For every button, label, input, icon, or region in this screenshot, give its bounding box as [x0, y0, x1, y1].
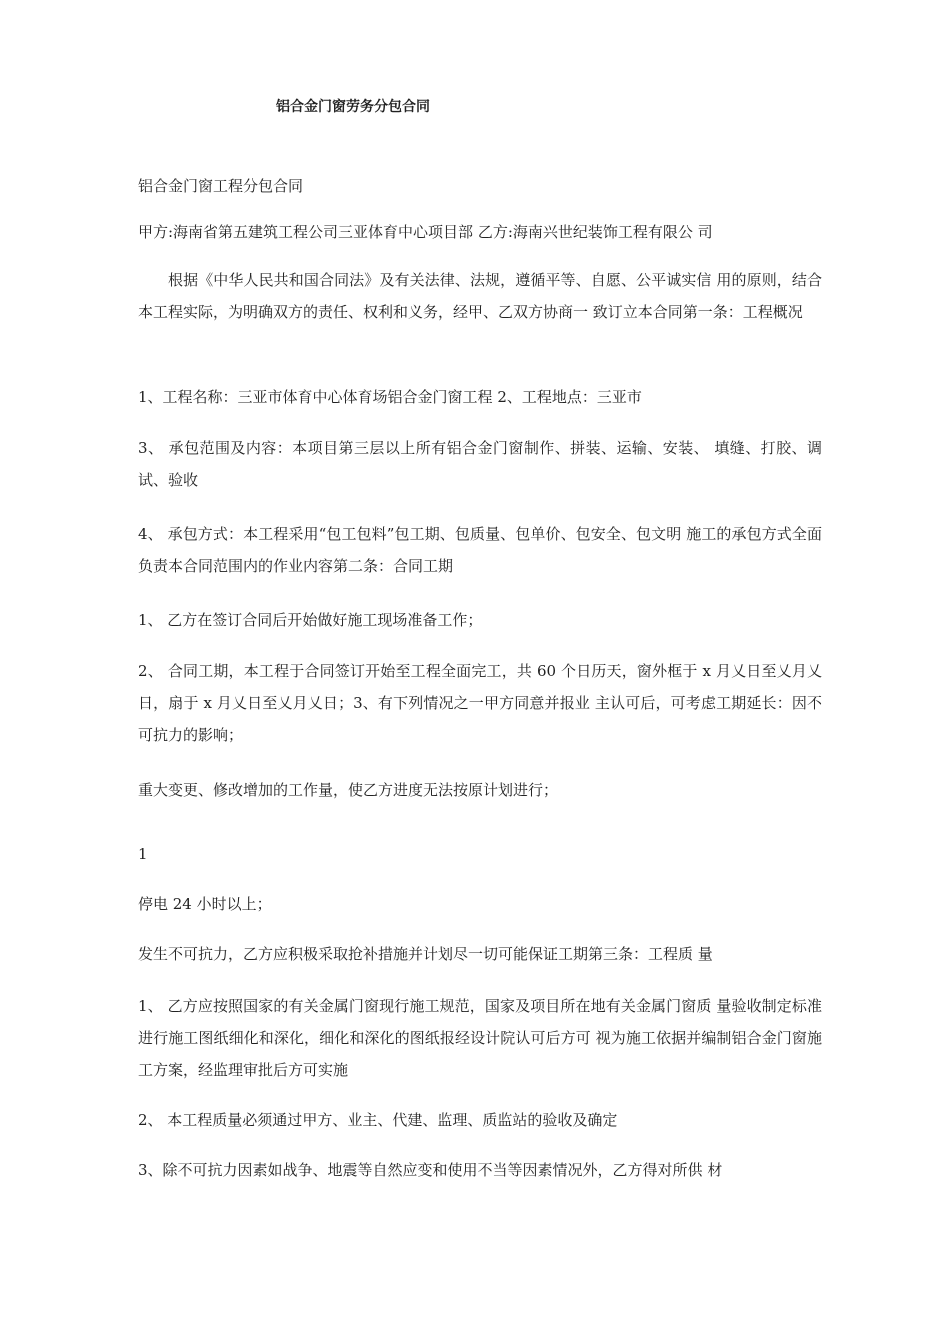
- scope-paragraph: 3、 承包范围及内容：本项目第三层以上所有铝合金门窗制作、拼装、运输、安装、 填缝、打胶、调试、验收: [138, 439, 822, 489]
- page-number: 1: [138, 845, 148, 863]
- power-outage-paragraph: 停电 24 小时以上；: [138, 895, 272, 913]
- preparation-paragraph: 1、 乙方在签订合同后开始做好施工现场准备工作；: [138, 611, 483, 629]
- acceptance-paragraph: 2、 本工程质量必须通过甲方、业主、代建、监理、质监站的验收及确定: [138, 1111, 618, 1129]
- force-majeure-paragraph: 发生不可抗力，乙方应积极采取抢补措施并计划尽一切可能保证工期第三条：工程质 量: [138, 945, 713, 963]
- preamble-paragraph: 根据《中华人民共和国合同法》及有关法律、法规，遵循平等、自愿、公平诚实信 用的原则，结合本工程实际，为明确双方的责任、权利和义务，经甲、乙双方协商一 致订立本合同第一条：工程概况: [138, 271, 822, 321]
- contract-method-paragraph: 4、 承包方式：本工程采用“包工包料”包工期、包质量、包单价、包安全、包文明 施工的承包方式全面负责本合同范围内的作业内容第二条：合同工期: [138, 525, 822, 575]
- schedule-paragraph: 2、 合同工期，本工程于合同签订开始至工程全面完工，共 60 个日历天，窗外框于 x 月乂日至乂月乂日，扇于 x 月乂日至乂月乂日；3、有下列情况之一甲方同意并报业 主认可后，可考虑工期延长：因不可抗力的影响；: [138, 662, 822, 744]
- project-name-paragraph: 1、工程名称：三亚市体育中心体育场铝合金门窗工程 2、工程地点：三亚市: [138, 388, 642, 406]
- change-paragraph: 重大变更、修改增加的工作量，使乙方进度无法按原计划进行；: [138, 781, 559, 799]
- warranty-paragraph: 3、除不可抗力因素如战争、地震等自然应变和使用不当等因素情况外，乙方得对所供 材: [138, 1161, 723, 1179]
- document-title: 铝合金门窗劳务分包合同: [276, 99, 430, 115]
- quality-standard-paragraph: 1、 乙方应按照国家的有关金属门窗现行施工规范，国家及项目所在地有关金属门窗质 量验收制定标准进行施工图纸细化和深化，细化和深化的图纸报经设计院认可后方可 视为施工依据并编制铝合金门窗施工方案，经监理审批后方可实施: [138, 997, 822, 1079]
- parties-paragraph: 甲方:海南省第五建筑工程公司三亚体育中心项目部 乙方:海南兴世纪装饰工程有限公 司: [138, 223, 713, 241]
- contract-subtitle: 铝合金门窗工程分包合同: [138, 177, 304, 195]
